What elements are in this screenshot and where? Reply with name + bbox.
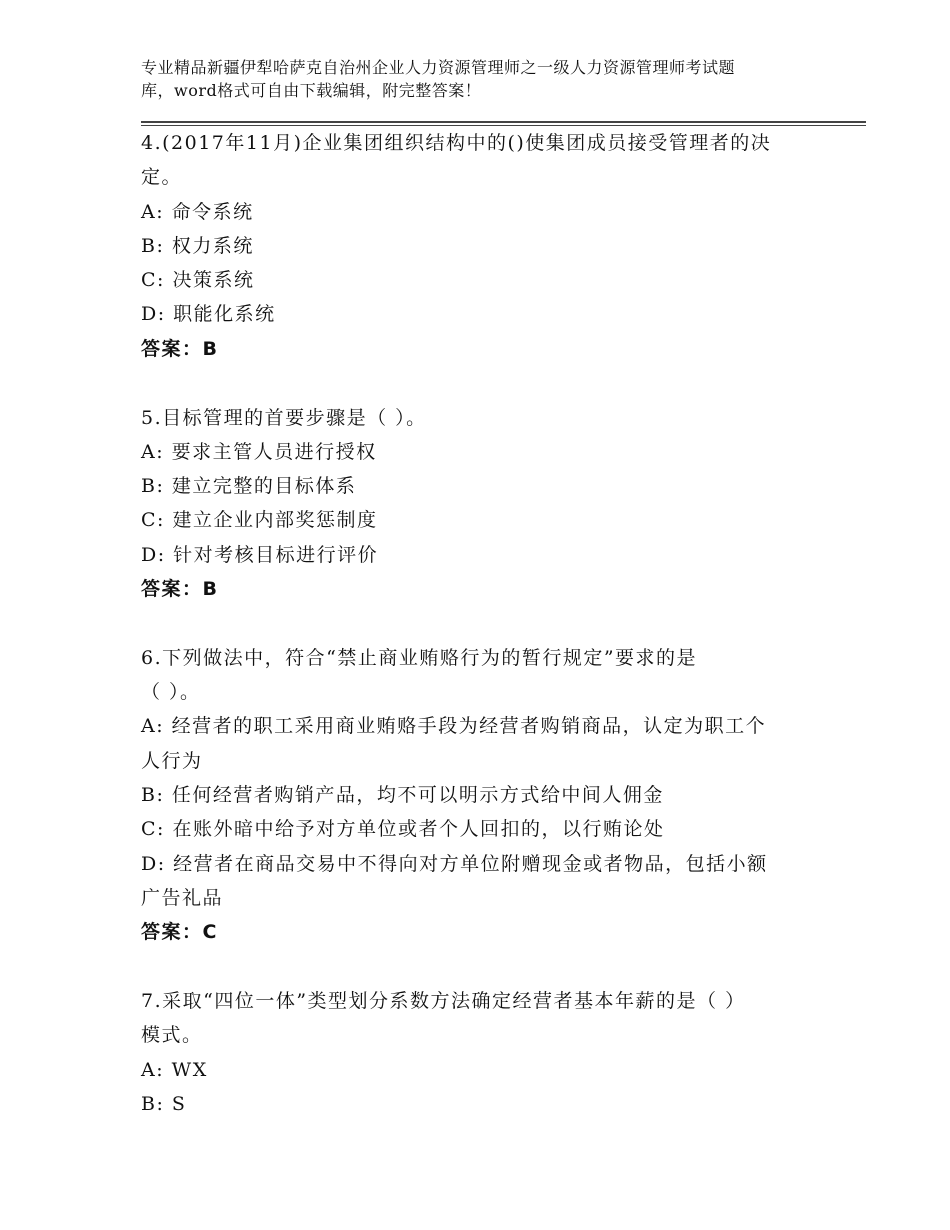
question-block [141, 401, 821, 607]
option-d-continued: 广告礼品 [141, 886, 224, 909]
spacer [141, 606, 821, 641]
option-d: D: 经营者在商品交易中不得向对方单位附赠现金或者物品，包括小额 [141, 852, 768, 875]
question-stem: 5.目标管理的首要步骤是（ ）。 [141, 406, 427, 429]
question-stem-continued: 模式。 [141, 1024, 203, 1047]
question-block [141, 984, 821, 1121]
option-a: A: 要求主管人员进行授权 [141, 440, 377, 463]
question-stem-continued: （ ）。 [141, 681, 201, 704]
option-b: B: 权力系统 [141, 234, 254, 257]
option-a: A: 经营者的职工采用商业贿赂手段为经营者购销商品，认定为职工个 [141, 715, 767, 738]
question-stem: 7.采取“四位一体”类型划分系数方法确定经营者基本年薪的是（ ） [141, 990, 746, 1013]
question-block [141, 641, 821, 950]
answer-line: 答案：B [141, 337, 219, 360]
spacer [141, 950, 821, 985]
question-stem: 4.(2017年11月)企业集团组织结构中的()使集团成员接受管理者的决 [141, 132, 772, 154]
spacer [141, 366, 821, 401]
option-b: B: S [141, 1092, 187, 1115]
option-c: C: 决策系统 [141, 269, 255, 292]
answer-line: 答案：C [141, 921, 218, 944]
option-a: A: 命令系统 [141, 200, 254, 223]
option-d: D: 职能化系统 [141, 303, 276, 326]
option-a-continued: 人行为 [141, 749, 203, 772]
document-header [141, 56, 831, 102]
header-line-2: 库，word格式可自由下载编辑，附完整答案！ [141, 81, 482, 100]
option-b: B: 建立完整的目标体系 [141, 475, 357, 498]
option-b: B: 任何经营者购销产品，均不可以明示方式给中间人佣金 [141, 784, 664, 807]
option-a: A: WX [141, 1058, 208, 1081]
question-block [141, 126, 821, 366]
question-list [141, 126, 821, 1121]
answer-line: 答案：B [141, 578, 219, 601]
option-c: C: 建立企业内部奖惩制度 [141, 509, 378, 532]
option-c: C: 在账外暗中给予对方单位或者个人回扣的，以行贿论处 [141, 818, 665, 841]
option-d: D: 针对考核目标进行评价 [141, 543, 379, 566]
question-stem-continued: 定。 [141, 166, 183, 189]
question-stem: 6.下列做法中，符合“禁止商业贿赂行为的暂行规定”要求的是 [141, 646, 698, 669]
header-line-1: 专业精品新疆伊犁哈萨克自治州企业人力资源管理师之一级人力资源管理师考试题 [141, 58, 736, 77]
header-rule-thick [141, 121, 866, 123]
